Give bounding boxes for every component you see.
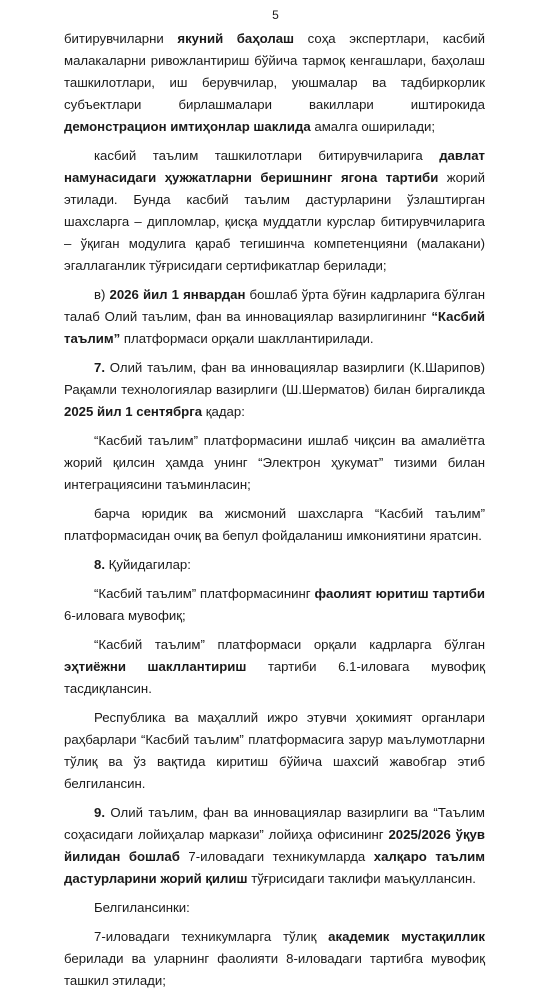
paragraph (64, 284, 485, 350)
paragraph (64, 554, 485, 576)
text-run: платформаси орқали шакллантирилади. (120, 331, 374, 346)
paragraph (64, 503, 485, 547)
page-number: 5 (272, 8, 279, 22)
bold-text: 2026 йил 1 январдан (109, 287, 246, 302)
text-run: Олий таълим, фан ва инновациялар вазирлиги ва “Таълим соҳасидаги лойиҳалар маркази” лойиҳа офисининг (64, 805, 485, 842)
bold-text: 2025 йил 1 сентябрга (64, 404, 203, 419)
text-run: 6-иловага мувофиқ; (64, 608, 186, 623)
text-run: амалга оширилади; (310, 119, 436, 134)
text-run: “Касбий таълим” платформаси орқали кадрларга бўлган (94, 637, 485, 652)
bold-text: давлат намунасидаги ҳужжатларни беришнинг ягона тартиби (64, 148, 485, 185)
text-run: жорий этилади. Бунда касбий таълим дастурларини ўзлаштирган шахсларга – дипломлар, қисқа муддатли курслар битирувчиларига – ўқиган модулига қараб тегишинча компетенцияни (малакани) эгаллаганлик тўғрисидаги сертификатлар берилади; (64, 170, 486, 273)
bold-text: эҳтиёжни шакллантириш (64, 659, 247, 674)
text-run: Олий таълим, фан ва инновациялар вазирлиги (К.Шарипов) Рақамли технологиялар вазирлиги (Ш.Шерматов) билан биргаликда (64, 360, 485, 397)
paragraph (64, 145, 485, 277)
text-run: Қуйидагилар: (105, 557, 191, 572)
text-run: 7-иловадаги техникумларда (179, 849, 374, 864)
text-run: тўғрисидаги таклифи маъқуллансин. (247, 871, 476, 886)
bold-text: 7. (94, 360, 105, 375)
text-run: 7-иловадаги техникумларга тўлиқ (94, 929, 329, 944)
paragraph (64, 802, 485, 890)
bold-text: демонстрацион имтиҳонлар шаклида (64, 119, 311, 134)
bold-text: фаолият юритиш тартиби (314, 586, 485, 601)
document-body (64, 28, 485, 999)
paragraph (64, 28, 485, 138)
text-run: тартиби 6.1-иловага мувофиқ тасдиқлансин. (64, 659, 485, 696)
text-run: бошлаб ўрта бўғин кадрларига бўлган талаб Олий таълим, фан ва инновациялар вазирлигининг (64, 287, 486, 324)
text-run: берилади ва уларнинг фаолияти 8-иловадаги тартибга мувофиқ ташкил этилади; (64, 951, 485, 988)
text-run: Республика ва маҳаллий ижро этувчи ҳокимият органлари раҳбарлари “Касбий таълим” платформасига зарур маълумотларни тўлиқ ва ўз вақтида киритиш бўйича шахсий жавобгар этиб белгилансин. (64, 710, 485, 791)
bold-text: 9. (94, 805, 105, 820)
paragraph (64, 357, 485, 423)
paragraph (64, 430, 485, 496)
text-run: соҳа экспертлари, касбий малакаларни ривожлантириш бўйича тармоқ кенгашлари, баҳолаш ташкилотлари, иш берувчилар, уюшмалар ва тадбиркорлик субъектлари бирлашмалари вакиллари иштирокида (64, 31, 485, 112)
text-run: барча юридик ва жисмоний шахсларга “Касбий таълим” платформасидан очиқ ва бепул фойдаланиш имкониятини яратсин. (64, 506, 485, 543)
bold-text: 8. (94, 557, 105, 572)
paragraph (64, 583, 485, 627)
text-run: “Касбий таълим” платформасининг (94, 586, 315, 601)
bold-text: 2025/2026 ўқув йилидан бошлаб (64, 827, 485, 864)
text-run: “Касбий таълим” платформасини ишлаб чиқсин ва амалиётга жорий қилсин ҳамда унинг “Электрон ҳукумат” тизими билан интеграциясини таъминласин; (64, 433, 485, 492)
bold-text: академик мустақиллик (328, 929, 486, 944)
paragraph (64, 634, 485, 700)
bold-text: “Касбий таълим” (64, 309, 485, 346)
paragraph (64, 707, 485, 795)
paragraph (64, 926, 485, 992)
text-run: Белгилансинки: (94, 900, 190, 915)
bold-text: якуний баҳолаш (177, 31, 295, 46)
text-run: қадар: (202, 404, 245, 419)
text-run: касбий таълим ташкилотлари битирувчиларига (94, 148, 440, 163)
text-run: битирувчиларни (64, 31, 178, 46)
bold-text: халқаро таълим дастурларини жорий қилиш (64, 849, 485, 886)
paragraph (64, 897, 485, 919)
text-run: в) (94, 287, 110, 302)
